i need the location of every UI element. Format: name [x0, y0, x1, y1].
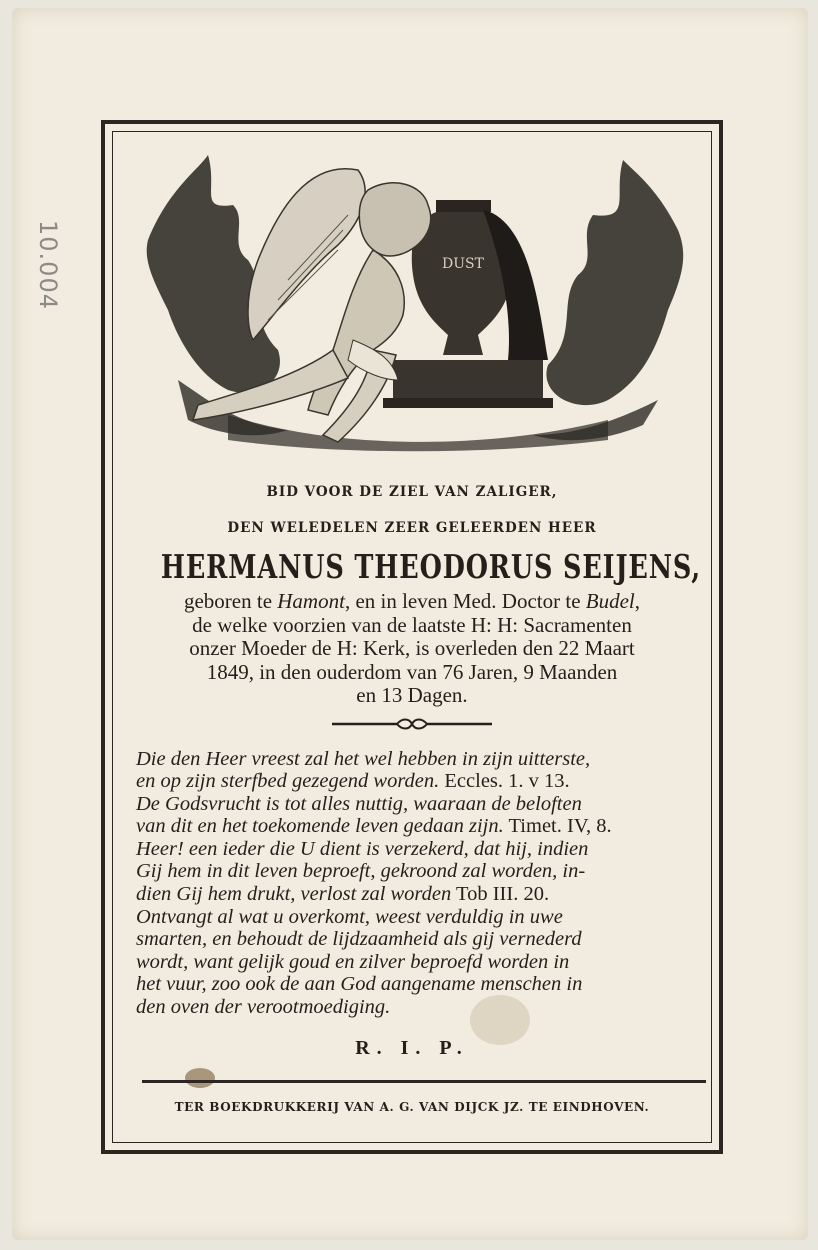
rip-text: R. I. P. — [355, 1036, 469, 1059]
bio-line-1 — [120, 590, 704, 614]
verse-line: De Godsvrucht is tot alles nuttig, waaraan de beloften — [136, 792, 582, 815]
title-line: DEN WELEDELEN ZEER GELEERDEN HEER — [227, 520, 597, 536]
bio-line-5: en 13 Dagen. — [356, 683, 468, 707]
bio-text: , en in leven Med. Doctor te — [344, 589, 586, 613]
bio-text: geboren te — [183, 589, 278, 613]
verse-text: en op zijn sterfbed gezegend worden. — [136, 770, 440, 793]
urn-inscription: DUST — [442, 256, 484, 272]
prayer-line: BID VOOR DE ZIEL VAN ZALIGER, — [266, 484, 558, 500]
verse-text: van dit en het toekomende leven gedaan zijn. — [136, 815, 504, 838]
deceased-name: HERMANUS THEODORUS SEIJENS, — [160, 547, 701, 586]
bio-text: , — [634, 589, 641, 613]
verse-line — [136, 815, 704, 838]
bio-line-3: onzer Moeder de H: Kerk, is overleden den 22 Maart — [189, 636, 635, 660]
verse-line: den oven der verootmoediging. — [136, 996, 391, 1019]
memorial-text — [120, 478, 704, 1060]
verse-reference: Tob III. 20. — [451, 883, 550, 906]
verse-line: Die den Heer vreest zal het wel hebben in zijn uitterste, — [136, 747, 591, 770]
verse-reference: Eccles. 1. v 13. — [439, 770, 570, 793]
biography — [120, 590, 704, 708]
verse-text: dien Gij hem drukt, verlost zal worden — [136, 883, 452, 906]
bottom-rule — [142, 1080, 706, 1083]
verse-line: Ontvangt al wat u overkomt, weest verduldig in uwe — [136, 905, 563, 928]
mourning-angel-engraving — [138, 150, 688, 455]
verse-reference: Timet. IV, 8. — [503, 815, 612, 838]
scripture-verses — [120, 748, 704, 1019]
workplace: Budel — [585, 589, 635, 613]
archive-number: 10.004 — [34, 220, 62, 310]
ornament-divider — [327, 718, 497, 730]
verse-line: Heer! een ieder die U dient is verzekerd, dat hij, indien — [136, 837, 589, 860]
verse-line: wordt, want gelijk goud en zilver beproefd worden in — [136, 950, 570, 973]
birthplace: Hamont — [277, 589, 345, 613]
verse-line — [136, 883, 704, 906]
printer-imprint: TER BOEKDRUKKERIJ VAN A. G. VAN DIJCK JZ. TE EINDHOVEN. — [174, 1100, 650, 1114]
verse-line: het vuur, zoo ook de aan God aangename menschen in — [136, 973, 583, 996]
verse-line: Gij hem in dit leven beproeft, gekroond zal worden, in- — [136, 860, 586, 883]
bio-line-2: de welke voorzien van de laatste H: H: Sacramenten — [192, 612, 632, 637]
bio-line-4: 1849, in den ouderdom van 76 Jaren, 9 Maanden — [206, 659, 618, 684]
verse-line: smarten, en behoudt de lijdzaamheid als gij vernederd — [136, 928, 582, 951]
verse-line — [136, 770, 704, 793]
